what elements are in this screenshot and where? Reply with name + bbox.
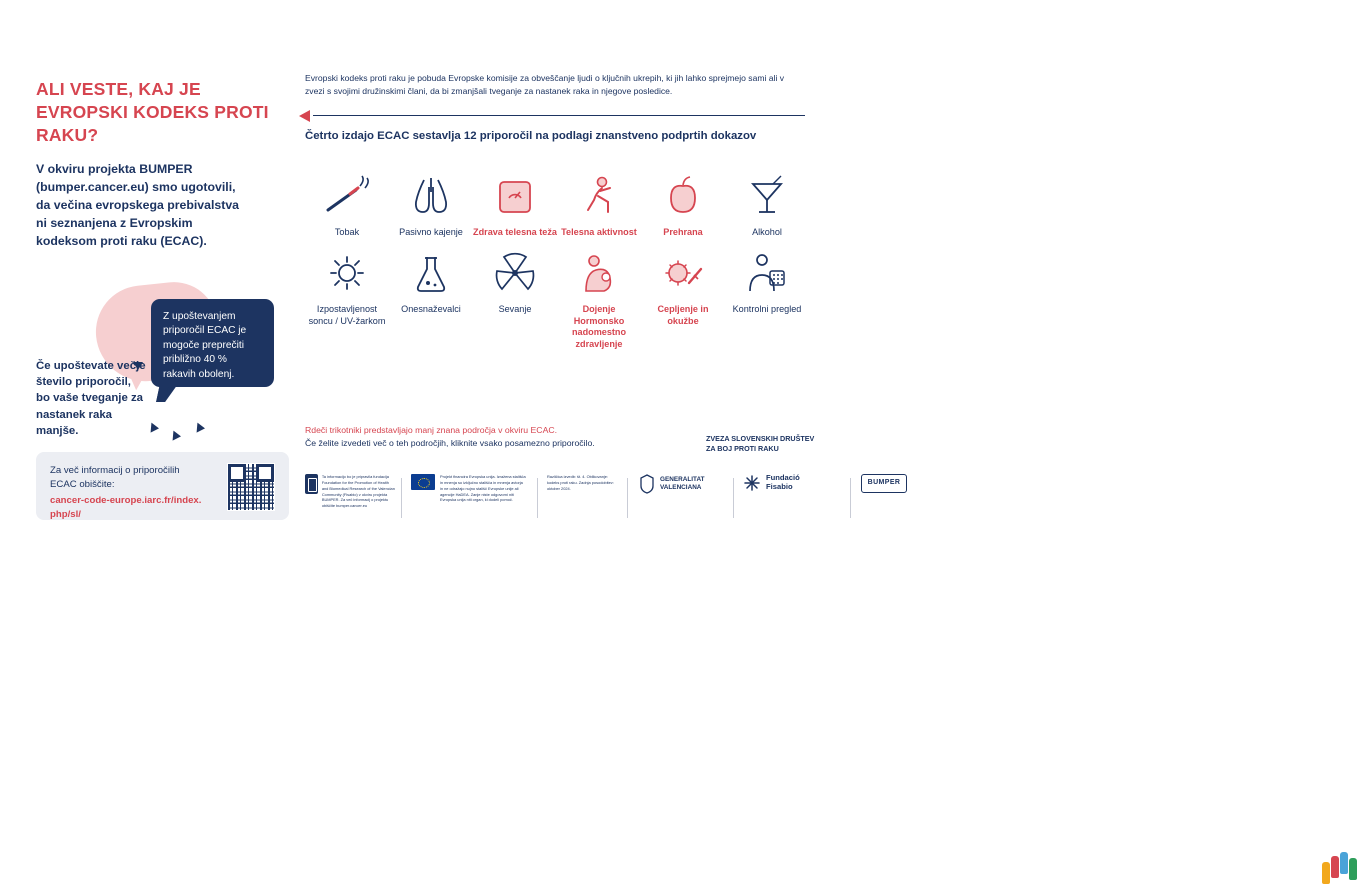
footer-divider: [627, 478, 628, 518]
fisabio-mark-icon: [305, 474, 318, 494]
info-box-label: Za več informacij o priporočilih ECAC obiščite:: [50, 465, 180, 490]
left-note-text: Če upoštevate večje število priporočil, bo vaše tveganje za nastanek raka manjše.: [36, 360, 146, 437]
footer-divider: [401, 478, 402, 518]
zsd-line-1: ZVEZA SLOVENSKIH DRUŠTEV: [706, 434, 815, 443]
footer-text-2: Projekt financira Evropska unija. Izražena stališča in mnenja so izključno stališča in mnenja avtorja in ne odražajo nujno stališč Evropske unije ali agencije HaDEA. Zanje niste odgovorni niti Evropska unija niti organ, ki dodeli pomoč.: [440, 474, 526, 503]
footer-strip: [305, 473, 901, 526]
recommendation-label: Prehrana: [663, 227, 703, 237]
recommendation-label: Pasivno kajenje: [399, 227, 463, 237]
recommendation-label: Sevanje: [498, 303, 532, 314]
left-column: [36, 78, 286, 251]
zsd-line-2: ZA BOJ PROTI RAKU: [706, 443, 779, 453]
recommendation-label: Dojenje Hormonsko nadomestno zdravljenje: [571, 303, 627, 350]
recommendation-label: Kontrolni pregled: [732, 303, 802, 314]
intro-paragraph: V okviru projekta BUMPER (bumper.cancer.eu) smo ugotovili, da večina evropskega prebivalstva ni seznanjena z Evropskim kodeksom proti raku (ECAC).: [36, 162, 240, 249]
recommendation-label: Zdrava telesna teža: [473, 227, 557, 237]
horizontal-divider: [313, 115, 805, 116]
footer-block-version: [547, 474, 621, 492]
sun-icon: [305, 245, 389, 297]
footer-block-bumper: [861, 474, 907, 493]
legend-note: [305, 424, 655, 450]
triangle-decor-icon: [173, 431, 182, 442]
radiation-icon: [473, 245, 557, 297]
recommendations-grid: [305, 168, 810, 351]
recommendation-label: Cepljenje in okužbe: [657, 303, 709, 326]
info-box: [36, 452, 289, 520]
triangle-decor-icon: [133, 362, 143, 370]
cocktail-glass-icon: [725, 168, 809, 220]
footer-divider: [537, 478, 538, 518]
recommendation-item-alcohol[interactable]: [725, 168, 809, 239]
ecac-description: Evropski kodeks proti raku je pobuda Evropske komisije za obveščanje ljudi o ključnih ukrepih, ki jih lahko sprejmejo sami ali v zvezi s svojimi družinskimi člani, da bi zmanjšali tveganje za nastanek raka in njegove posledice.: [305, 73, 785, 97]
recommendations-subheading: Četrto izdajo ECAC sestavlja 12 priporočil na podlagi znanstveno podprtih dokazov: [305, 129, 757, 142]
recommendation-item-breastfeeding[interactable]: [557, 245, 641, 351]
fisabio-line-1: Fundació: [766, 473, 800, 483]
legend-note-line-1: Rdeči trikotniki predstavljajo manj znana področja v okviru ECAC.: [305, 425, 558, 435]
divider-row: [305, 111, 805, 121]
eu-flag-icon: [411, 474, 435, 490]
generalitat-logo-text: [660, 476, 705, 492]
generalitat-line-2: VALENCIANA: [660, 484, 702, 491]
recommendation-label: Tobak: [334, 227, 360, 237]
screening-person-icon: [725, 245, 809, 297]
fisabio-spark-icon: [743, 474, 761, 492]
footer-divider: [733, 478, 734, 518]
recommendation-item-diet[interactable]: [641, 168, 725, 239]
recommendation-item-vaccination[interactable]: [641, 245, 725, 351]
fisabio-logo-text: [766, 474, 800, 491]
recommendation-item-healthy-weight[interactable]: [473, 168, 557, 239]
info-box-text: [50, 464, 205, 522]
recommendation-item-pollutants[interactable]: [389, 245, 473, 351]
recommendation-item-tobacco[interactable]: [305, 168, 389, 239]
breastfeeding-icon: [557, 245, 641, 297]
poster-canvas: [0, 0, 901, 595]
recommendation-label: Alkohol: [752, 227, 782, 237]
recommendation-item-physical-activity[interactable]: [557, 168, 641, 239]
weight-scale-icon: [473, 168, 557, 220]
smoke-lungs-icon: [389, 168, 473, 220]
generalitat-line-1: GENERALITAT: [660, 476, 705, 483]
cigarette-icon: [305, 168, 389, 220]
footer-block-eu: [411, 474, 529, 503]
flask-icon: [389, 245, 473, 297]
right-column: [305, 72, 805, 142]
bumper-logo: BUMPER: [861, 474, 907, 493]
apple-icon: [641, 168, 725, 220]
running-person-icon: [557, 168, 641, 220]
footer-block-fisabio-logo: [743, 474, 853, 492]
virus-syringe-icon: [641, 245, 725, 297]
zsd-logo-text: [706, 434, 818, 453]
arrow-left-icon: [299, 110, 310, 122]
statistic-callout: Z upoštevanjem priporočil ECAC je mogoče preprečiti približno 40 % rakavih obolenj.: [151, 299, 274, 387]
footer-text-3: Različica izvedb: št. 4. Oblikovanje: kodeks proti raku. Zadnja posodobitev: oktober 2024.: [547, 474, 614, 491]
footer-block-generalitat: [639, 474, 729, 494]
qr-code-icon[interactable]: [227, 463, 275, 511]
footer-block-fisabio: [305, 474, 395, 509]
footer-text-1: Ta informacijo bo je pripravila fundacija Foundation for the Promotion of Health and Biomedical Research of the Valencian Community (Fisabio) v okviru projekta BUMPER. Za več informacij o projektu obiščite bumper.cancer.eu: [321, 474, 395, 509]
recommendation-label: Telesna aktivnost: [561, 227, 637, 237]
recommendation-item-screening[interactable]: [725, 245, 809, 351]
legend-note-line-2: Če želite izvedeti več o teh področjih, kliknite vsako posamezno priporočilo.: [305, 438, 595, 449]
triangle-decor-icon: [197, 423, 206, 434]
ecac-website-link[interactable]: cancer-code-europe.iarc.fr/index.php/sl/: [50, 494, 202, 520]
helping-hands-icon: [1322, 852, 1362, 886]
generalitat-crest-icon: [639, 474, 655, 494]
recommendation-item-passive-smoking[interactable]: [389, 168, 473, 239]
fisabio-line-2: Fisabio: [766, 482, 793, 491]
footer-divider: [850, 478, 851, 518]
recommendation-label: Onesnaževalci: [401, 303, 461, 314]
triangle-decor-icon: [151, 423, 160, 434]
page-title: ALI VESTE, KAJ JE EVROPSKI KODEKS PROTI RAKU?: [36, 79, 269, 146]
recommendation-item-radiation[interactable]: [473, 245, 557, 351]
recommendation-label: Izpostavljenost soncu / UV-žarkom: [308, 303, 386, 326]
recommendation-item-sun-exposure[interactable]: [305, 245, 389, 351]
